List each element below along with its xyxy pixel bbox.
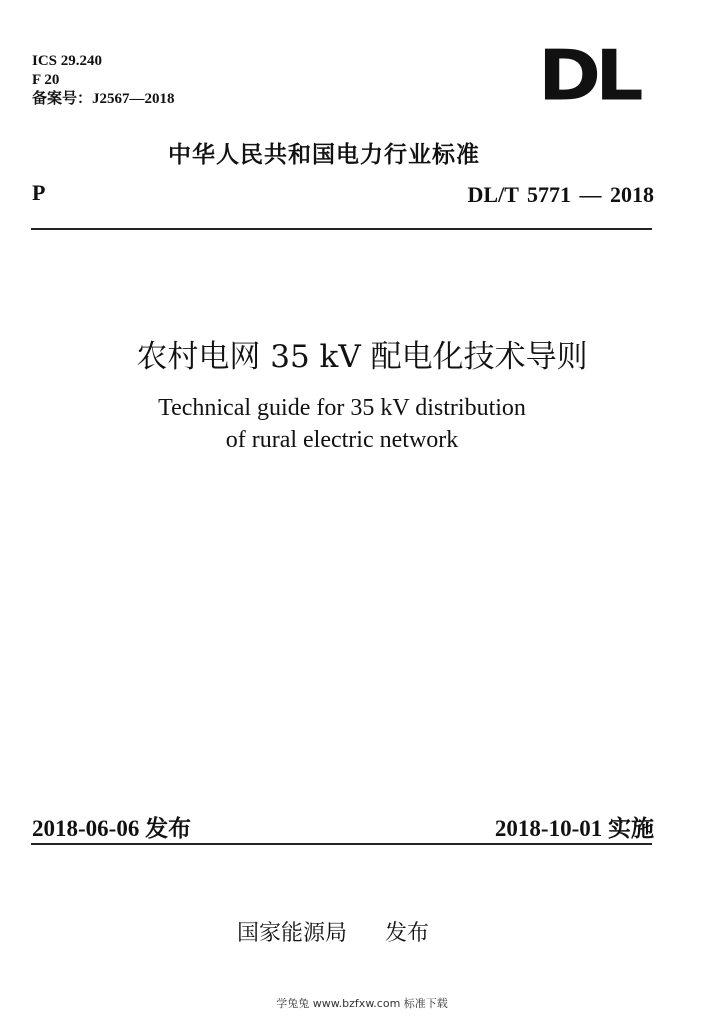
issue-date: 2018-06-06 bbox=[32, 816, 140, 841]
issuer-line bbox=[237, 916, 429, 947]
implement-date-block bbox=[495, 810, 654, 843]
title-english-line1: Technical guide for 35 kV distribution bbox=[158, 395, 526, 421]
footer-divider bbox=[31, 843, 652, 845]
ics-code: ICS 29.240 bbox=[32, 53, 103, 69]
watermark-footer[interactable]: 学兔兔 www.bzfxw.com 标准下载 bbox=[276, 997, 448, 1010]
implement-label: 实施 bbox=[608, 816, 654, 842]
industry-standard-heading: 中华人民共和国电力行业标准 bbox=[168, 142, 480, 168]
title-chinese: 农村电网 35 kV 配电化技术导则 bbox=[136, 339, 588, 375]
dl-logo: DL bbox=[538, 34, 638, 116]
issue-date-block bbox=[32, 810, 191, 843]
issue-label: 发布 bbox=[145, 816, 192, 842]
standard-codes bbox=[32, 52, 175, 109]
ccs-code: F 20 bbox=[32, 72, 60, 88]
classification-code: P bbox=[32, 180, 46, 205]
implement-date: 2018-10-01 bbox=[494, 816, 603, 841]
header-divider bbox=[31, 228, 652, 230]
standard-number: DL/T 5771 — 2018 bbox=[467, 182, 654, 207]
issuer-name: 国家能源局 bbox=[237, 921, 348, 946]
title-english-line2: of rural electric network bbox=[225, 427, 459, 453]
filing-number: 备案号：J2567—2018 bbox=[32, 91, 175, 107]
issuer-action: 发布 bbox=[385, 921, 430, 946]
